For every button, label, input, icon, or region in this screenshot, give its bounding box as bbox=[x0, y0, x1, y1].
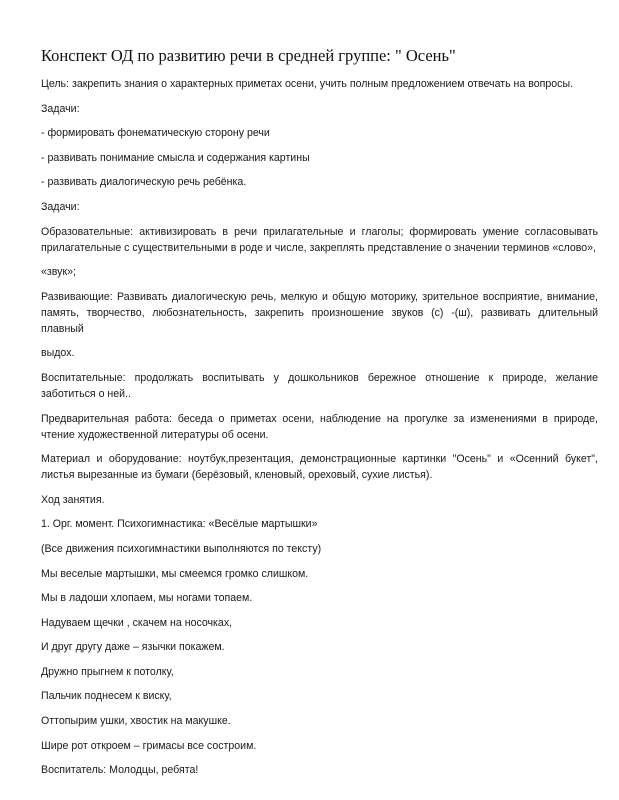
course-line: (Все движения психогимнастики выполняются по тексту) bbox=[41, 542, 322, 555]
course-line: Пальчик поднесем к виску, bbox=[41, 690, 172, 703]
developing-goals-continuation: выдох. bbox=[41, 347, 75, 360]
course-heading: Ход занятия. bbox=[41, 493, 105, 506]
document-title: Конспект ОД по развитию речи в средней группе: " Осень" bbox=[41, 46, 456, 65]
educational-goals-paragraph: Образовательные: активизировать в речи прилагательные и глаголы; формировать умение согласовывать прилагательные с существительными в роде и числе, закреплять представление о значении терминов «слово», bbox=[41, 225, 598, 254]
course-line: Мы веселые мартышки, мы смеемся громко слишком. bbox=[41, 567, 309, 580]
tasks-heading: Задачи: bbox=[41, 102, 80, 115]
educational-goals-continuation: «звук»; bbox=[41, 266, 76, 279]
course-line: Воспитатель: Молодцы, ребята! bbox=[41, 764, 199, 777]
materials-paragraph: Материал и оборудование: ноутбук,презентация, демонстрационные картинки "Осень" и «Осенний букет", листья вырезанные из бумаги (берёзовый, кленовый, ореховый, сухие листья). bbox=[41, 453, 598, 482]
goal-paragraph: Цель: закрепить знания о характерных приметах осени, учить полным предложением отвечать на вопросы. bbox=[41, 78, 574, 90]
task-item: - формировать фонематическую сторону речи bbox=[41, 127, 270, 140]
task-item: - развивать диалогическую речь ребёнка. bbox=[41, 176, 247, 189]
preliminary-work-paragraph: Предварительная работа: беседа о приметах осени, наблюдение на прогулке за изменениями в природе, чтение художественной литературы об осени. bbox=[41, 412, 598, 441]
course-line: И друг другу даже – язычки покажем. bbox=[41, 641, 225, 654]
course-line: 1. Орг. момент. Психогимнастика: «Весёлые мартышки» bbox=[41, 518, 318, 531]
document-page bbox=[41, 46, 598, 787]
tasks-heading: Задачи: bbox=[41, 200, 80, 213]
course-line: Надуваем щечки , скачем на носочках, bbox=[41, 616, 233, 629]
developing-goals-paragraph: Развивающие: Развивать диалогическую речь, мелкую и общую моторику, зрительное восприятие, внимание, память, творчество, любознательность, закрепить произношение звуков (с) -(ш), развивать длительный плавный bbox=[41, 290, 598, 335]
course-line: Мы в ладоши хлопаем, мы ногами топаем. bbox=[41, 592, 253, 605]
upbringing-goals-paragraph: Воспитательные: продолжать воспитывать у дошкольников бережное отношение к природе, желание заботиться о ней.. bbox=[41, 371, 598, 400]
course-line: Шире рот откроем – гримасы все состроим. bbox=[41, 739, 257, 752]
task-item: - развивать понимание смысла и содержания картины bbox=[41, 151, 310, 164]
course-line: Дружно прыгнем к потолку, bbox=[41, 665, 174, 678]
course-line: Оттопырим ушки, хвостик на макушке. bbox=[41, 715, 231, 728]
